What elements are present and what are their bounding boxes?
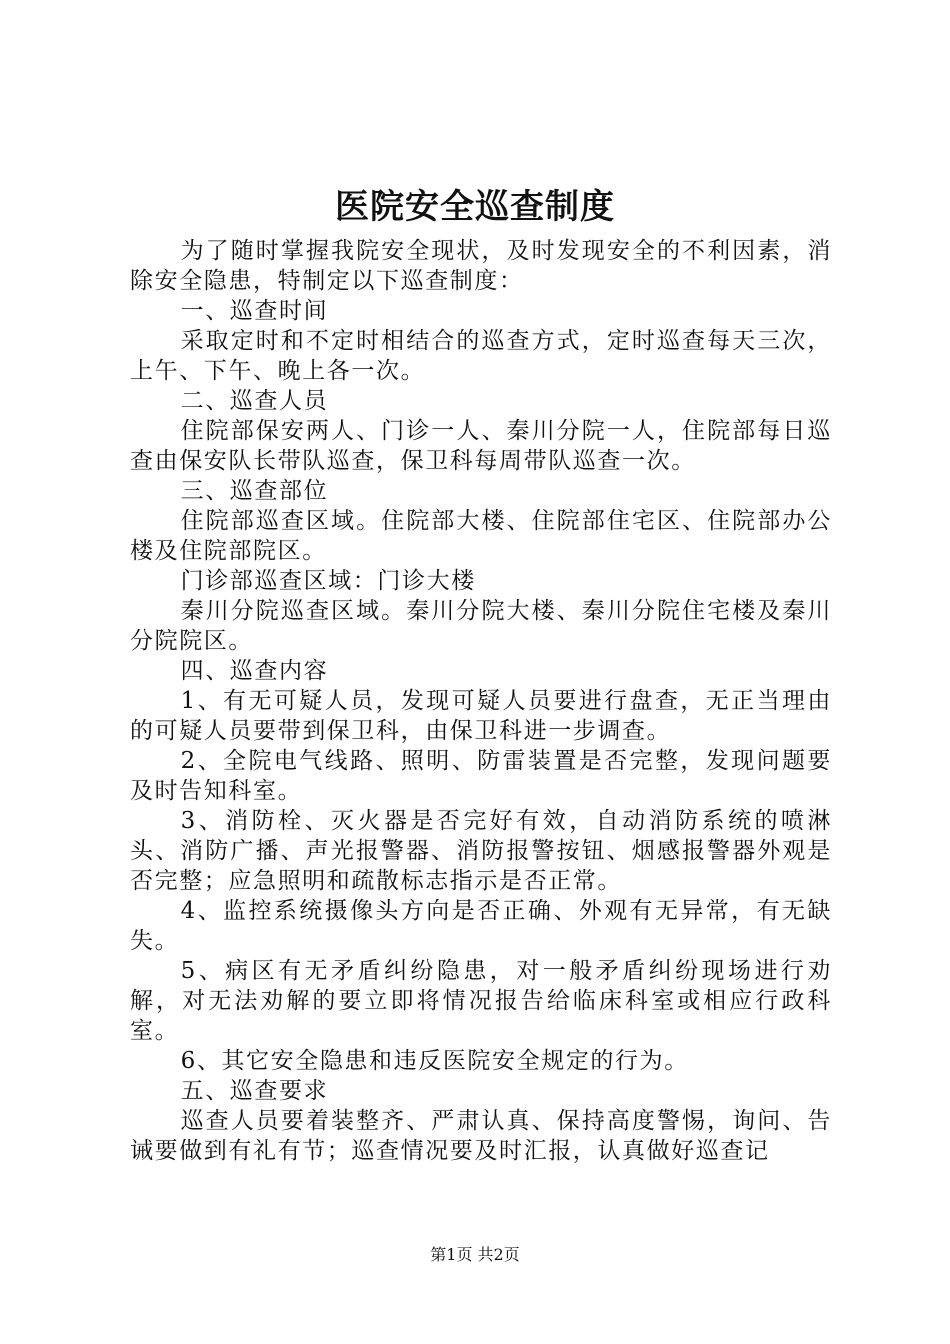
section-heading-areas: 三、巡查部位 <box>180 478 329 504</box>
paragraph-outpatient-area: 门诊部巡查区域：门诊大楼 <box>180 568 476 594</box>
content-item-5: 5、病区有无矛盾纠纷隐患，对一般矛盾纠纷现场进行劝解，对无法劝解的要立即将情况报告给临床科室或相应行政科室。 <box>130 958 832 1044</box>
section-heading-time: 一、巡查时间 <box>180 298 329 324</box>
paragraph-personnel: 住院部保安两人、门诊一人、秦川分院一人，住院部每日巡查由保安队长带队巡查，保卫科每周带队巡查一次。 <box>130 418 832 474</box>
paragraph-time: 采取定时和不定时相结合的巡查方式，定时巡查每天三次，上午、下午、晚上各一次。 <box>130 328 832 384</box>
paragraph-branch-area: 秦川分院巡查区域。秦川分院大楼、秦川分院住宅楼及秦川分院院区。 <box>130 598 832 654</box>
page-number-footer: 第1页 共2页 <box>430 1245 520 1264</box>
document-title: 医院安全巡查制度 <box>335 187 615 227</box>
paragraph-intro: 为了随时掌握我院安全现状，及时发现安全的不利因素，消除安全隐患，特制定以下巡查制度： <box>130 238 832 294</box>
paragraph-requirements: 巡查人员要着装整齐、严肃认真、保持高度警惕，询问、告诫要做到有礼有节；巡查情况要及时汇报，认真做好巡查记 <box>130 1108 832 1164</box>
paragraph-inpatient-area: 住院部巡查区域。住院部大楼、住院部住宅区、住院部办公楼及住院部院区。 <box>130 508 832 564</box>
section-heading-content: 四、巡查内容 <box>180 658 329 684</box>
content-item-3: 3、消防栓、灭火器是否完好有效，自动消防系统的喷淋头、消防广播、声光报警器、消防报警按钮、烟感报警器外观是否完整；应急照明和疏散标志指示是否正常。 <box>130 808 832 894</box>
document-body <box>130 236 832 1166</box>
content-item-1: 1、有无可疑人员，发现可疑人员要进行盘查，无正当理由的可疑人员要带到保卫科，由保卫科进一步调查。 <box>130 688 832 744</box>
content-item-6: 6、其它安全隐患和违反医院安全规定的行为。 <box>180 1048 689 1074</box>
section-heading-requirements: 五、巡查要求 <box>180 1078 329 1104</box>
section-heading-personnel: 二、巡查人员 <box>180 388 329 414</box>
content-item-4: 4、监控系统摄像头方向是否正确、外观有无异常，有无缺失。 <box>130 898 832 954</box>
content-item-2: 2、全院电气线路、照明、防雷装置是否完整，发现问题要及时告知科室。 <box>130 748 832 804</box>
